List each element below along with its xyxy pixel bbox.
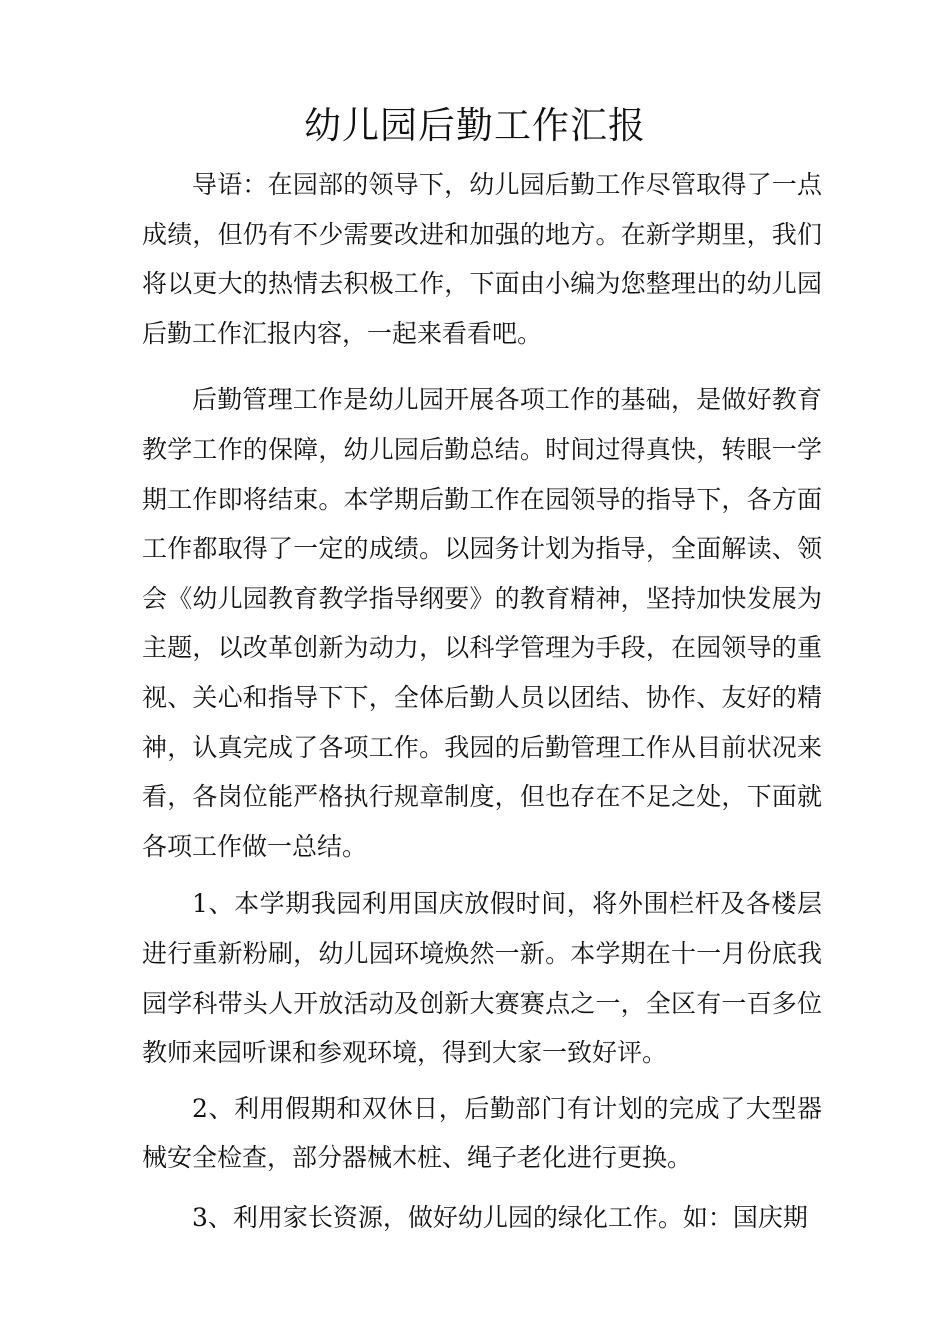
item-3-paragraph: 3、利用家长资源，做好幼儿园的绿化工作。如：国庆期 [192,1202,808,1232]
item-1-paragraph: 1、本学期我园利用国庆放假时间，将外围栏杆及各楼层进行重新粉刷，幼儿园环境焕然一新。本学期在十一月份底我园学科带头人开放活动及创新大赛赛点之一，全区有一百多位教师来园听课和参观环境，得到大家一致好评。 [142,889,822,1068]
item-2-paragraph: 2、利用假期和双休日，后勤部门有计划的完成了大型器械安全检查，部分器械木桩、绳子老化进行更换。 [142,1093,822,1173]
document-title: 幼儿园后勤工作汇报 [304,104,646,147]
document-body [142,160,822,1242]
intro-paragraph: 导语：在园部的领导下，幼儿园后勤工作尽管取得了一点成绩，但仍有不少需要改进和加强的地方。在新学期里，我们将以更大的热情去积极工作，下面由小编为您整理出的幼儿园后勤工作汇报内容，一起来看看吧。 [142,170,822,348]
overview-paragraph: 后勤管理工作是幼儿园开展各项工作的基础，是做好教育教学工作的保障，幼儿园后勤总结。时间过得真快，转眼一学期工作即将结束。本学期后勤工作在园领导的指导下，各方面工作都取得了一定的成绩。以园务计划为指导，全面解读、领会《幼儿园教育教学指导纲要》的教育精神，坚持加快发展为主题，以改革创新为动力，以科学管理为手段，在园领导的重视、关心和指导下下，全体后勤人员以团结、协作、友好的精神，认真完成了各项工作。我园的后勤管理工作从目前状况来看，各岗位能严格执行规章制度，但也存在不足之处，下面就各项工作做一总结。 [142,385,822,861]
